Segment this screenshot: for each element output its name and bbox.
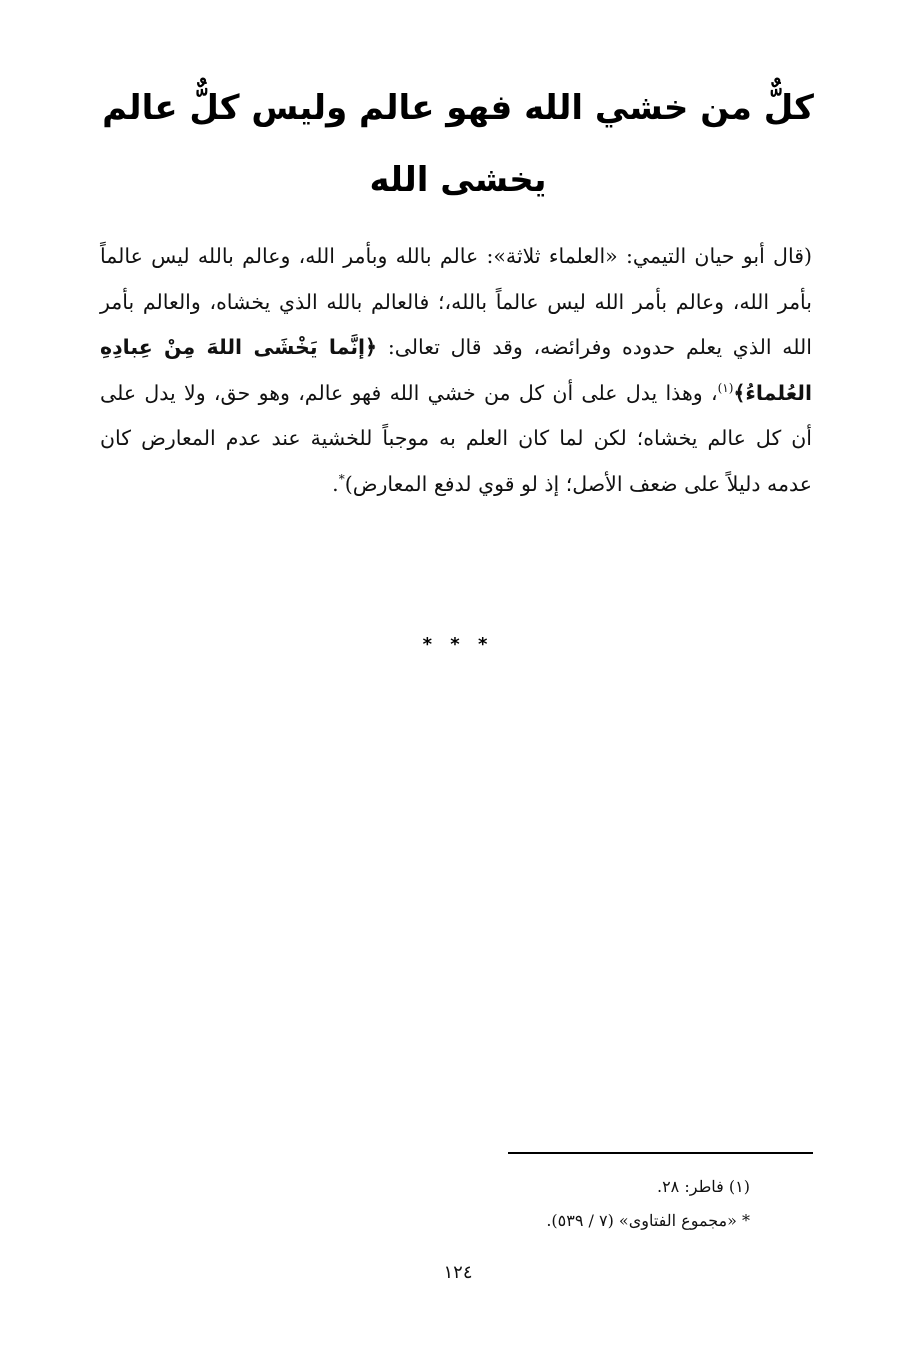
chapter-title-line-1: كلٌّ من خشي الله فهو عالم وليس كلٌّ عالم [102,88,814,128]
body-continuation: ، وهذا يدل على أن كل من خشي الله فهو عالم، وهو حق، ولا يدل على أن كل عالم يخشاه؛ لكن لما كان العلم به موجباً للخشية عند عدم المعارض كان عدمه دليلاً على ضعف الأصل؛ إذ لو قوي لدفع المعارض) [100,380,812,496]
source-marker: * [338,471,345,486]
quran-verse: ﴿إنَّما يَخْشَى اللهَ مِنْ عِبادِهِ العُلماءُ﴾ [100,335,812,405]
footnotes [300,1170,750,1238]
end-punctuation: . [332,471,339,496]
footnote-ref-1: (١) [717,380,734,395]
footnote-source: * «مجموع الفتاوى» (٧ / ٥٣٩). [546,1211,750,1230]
footnote-1: (١) فاطر: ٢٨. [656,1177,750,1196]
section-separator: * * * [422,634,494,655]
body-paragraph [100,234,812,507]
chapter-title-line-2: يخشى الله [369,160,547,200]
body-intro: (قال أبو حيان التيمي: «العلماء ثلاثة»: عالم بالله وبأمر الله، وعالم بالله ليس عالماً بأمر الله، وعالم بأمر الله ليس عالماً بالله،؛ فالعالم بالله الذي يخشاه، والعالم بأمر الله الذي يعلم حدوده وفرائضه، وقد قال تعالى: [100,244,812,359]
footnote-divider [508,1152,813,1154]
page-number: ١٢٤ [443,1262,473,1283]
